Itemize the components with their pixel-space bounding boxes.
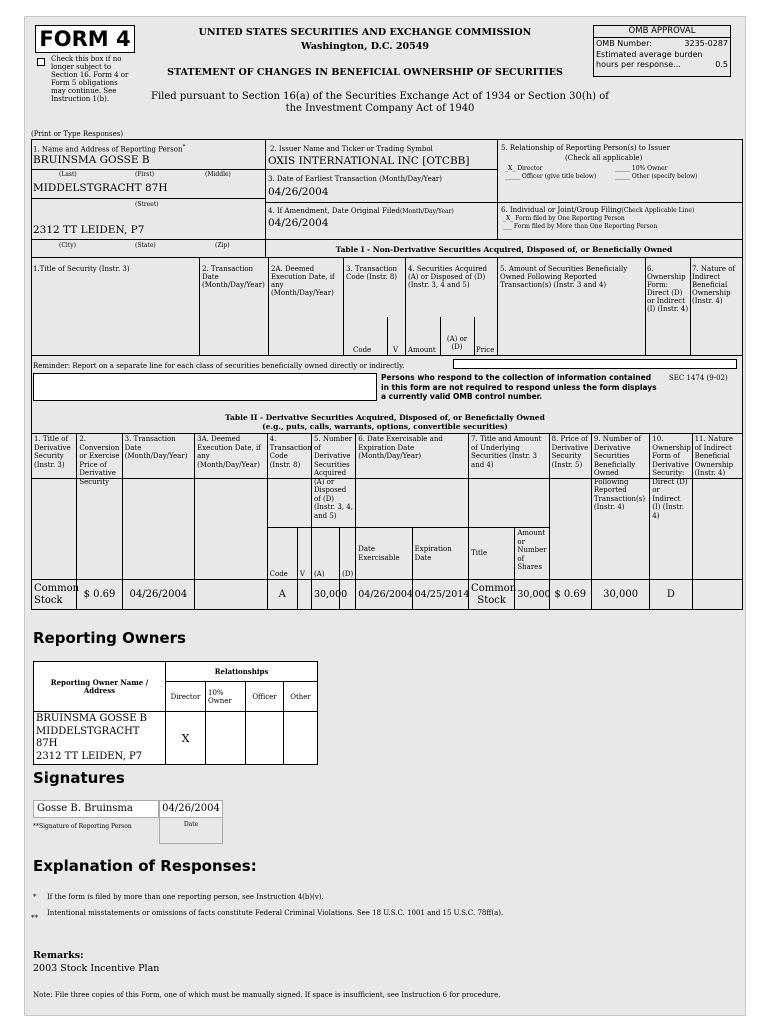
amendment-date: 04/26/2004 [268,217,329,229]
signature-date-label: Date [183,821,199,828]
t2-expiration: Expiration Date [412,528,468,580]
box6-label: 6. Individual or Joint/Group Filing(Check Applicable Line) [501,206,695,214]
t2-col3a: 3A. Deemed Execution Date, if any (Month/Day/Year) [195,434,268,580]
last-label: (Last) [59,171,77,178]
t2-col2: 2. Conversion or Exercise Price of Derivative Security [77,434,122,580]
row-underlying-amount: 30,000 [515,580,549,610]
row-code: A [267,580,297,610]
t1-amount: Amount [408,346,436,354]
box5-label: 5. Relationship of Reporting Person(s) to Issuer [501,144,670,152]
t1-col3: 3. Transaction Code (Instr. 8) [346,265,398,281]
other-header: Other [284,682,318,712]
t2-amount: Amount or Number of Shares [515,528,549,580]
t2-title: Title [469,528,515,580]
t1-col1: 1.Title of Security (Instr. 3) [33,265,130,273]
box3-label: 3. Date of Earliest Transaction (Month/Day/Year) [268,175,442,183]
t2-col8: 8. Price of Derivative Security (Instr. 5) [549,434,591,580]
issuer-name: OXIS INTERNATIONAL INC [OTCBB] [268,155,470,167]
omb-hours: 0.5 [715,60,728,69]
omb-approval-box [593,25,731,77]
reporting-owners-table [33,661,318,765]
t1-col7: 7. Nature of Indirect Beneficial Ownership (Instr. 4) [692,265,736,305]
signatures-heading: Signatures [33,769,125,787]
ten-pct-owner-checkbox[interactable]: _____ 10% Owner [615,165,668,172]
t1-aord: (A) or (D) [446,335,468,351]
table2 [31,433,743,610]
reporting-person-street: MIDDELSTGRACHT 87H [33,182,168,194]
t1-code: Code [353,346,372,354]
t1-col5: 5. Amount of Securities Beneficially Owned Following Reported Transaction(s) (Instr. 3 and 4) [500,265,628,289]
t2-col10: 10. Ownership Form of Derivative Security: Direct (D) or Indirect (I) (Instr. 4) [650,434,692,580]
box4-label: 4. If Amendment, Date Original Filed(Month/Day/Year) [268,207,454,215]
sec-number: SEC 1474 (9-02) [669,374,728,382]
table-row [32,580,743,610]
reporting-owners-heading: Reporting Owners [33,629,186,647]
signature-label: **Signature of Reporting Person [33,823,132,830]
agency-name: UNITED STATES SECURITIES AND EXCHANGE COMMISSION [198,27,532,38]
director-header: Director [166,682,206,712]
row-ownership-form: D [650,580,692,610]
explanation-heading: Explanation of Responses: [33,857,257,875]
street-label: (Street) [135,201,159,208]
row-deemed-date [195,580,268,610]
t2-col7: 7. Title and Amount of Underlying Securities (Instr. 3 and 4) [469,434,550,528]
omb-number: 3235-0287 [684,39,728,48]
reporting-person-city: 2312 TT LEIDEN, P7 [33,224,145,236]
earliest-transaction-date: 04/26/2004 [268,186,329,198]
t2-col3: 3. Transaction Date (Month/Day/Year) [122,434,195,580]
owner-address: BRUINSMA GOSSE B MIDDELSTGRACHT 87H 2312 TT LEIDEN, P7 [34,712,166,765]
reporting-person-name: BRUINSMA GOSSE B [33,154,150,166]
persons-respond-text: Persons who respond to the collection of information contained in this form are not required to respond unless the form displays a currently valid OMB control number. [381,373,657,401]
omb-burden-label: Estimated average burden [596,50,703,59]
row-transaction-date: 04/26/2004 [122,580,195,610]
officer-checkbox[interactable]: _____ Officer (give title below) [505,173,597,180]
t2-col9: 9. Number of Derivative Securities Beneficially Owned Following Reported Transaction(s) (Instr. 4) [591,434,649,580]
t2-d: (D) [340,528,356,580]
ten-pct-header: 10% Owner [206,682,246,712]
row-v [297,580,311,610]
box2-label: 2. Issuer Name and Ticker or Trading Symbol [270,145,433,153]
table2-subtitle: (e.g., puts, calls, warrants, options, convertible securities) [262,422,508,431]
row-derivative-price: $ 0.69 [549,580,591,610]
t2-col4: 4. Transaction Code (Instr. 8) [267,434,311,528]
row-nature [692,580,742,610]
middle-label: (Middle) [205,171,231,178]
t2-date-exercisable: Date Exercisable [356,528,412,580]
statement-title: STATEMENT OF CHANGES IN BENEFICIAL OWNERSHIP OF SECURITIES [167,67,563,78]
one-reporting-person-option[interactable]: _X_ Form filed by One Reporting Person [503,215,625,222]
box1-label: 1. Name and Address of Reporting Person* [33,144,186,154]
t2-v: V [297,528,311,580]
t1-price: Price [476,346,495,354]
t2-col1: 1. Title of Derivative Security (Instr. 3) [32,434,77,580]
t2-a: (A) [311,528,339,580]
t2-code: Code [267,528,297,580]
t2-col5: 5. Number of Derivative Securities Acquired (A) or Disposed of (D) (Instr. 3, 4, and 5) [311,434,355,528]
owner-director-value: X [166,712,206,765]
remarks-label: Remarks: [33,950,84,961]
t1-v: V [393,346,399,354]
t1-col4: 4. Securities Acquired (A) or Disposed of (D) (Instr. 3, 4 and 5) [408,265,488,289]
row-title: Common Stock [32,580,77,610]
footnote-2: Intentional misstatements or omissions of facts constitute Federal Criminal Violations. See 18 U.S.C. 1001 and 15 U.S.C. 78ff(a). [47,909,504,917]
row-date-exercisable: 04/26/2004 [356,580,412,610]
row-owned: 30,000 [591,580,649,610]
state-label: (State) [135,242,156,249]
director-checkbox[interactable]: _X_ Director [505,165,543,172]
officer-header: Officer [246,682,284,712]
no-longer-subject-checkbox[interactable] [37,58,45,66]
omb-number-label: OMB Number: [596,39,652,48]
row-expiration: 04/25/2014 [412,580,468,610]
table1-title: Table I - Non-Derivative Securities Acquired, Disposed of, or Beneficially Owned [335,245,673,254]
signature-date: 04/26/2004 [159,800,223,818]
t1-col6: 6. Ownership Form: Direct (D) or Indirect (I) (Instr. 4) [647,265,689,313]
reminder-text: Reminder: Report on a separate line for each class of securities beneficially owned directly or indirectly. [33,362,405,370]
t1-col2: 2. Transaction Date (Month/Day/Year) [202,265,265,289]
row-underlying-title: Common Stock [469,580,515,610]
remarks-text: 2003 Stock Incentive Plan [33,963,160,974]
t1-col2a: 2A. Deemed Execution Date, if any (Month/Day/Year) [271,265,335,297]
row-conversion-price: $ 0.69 [77,580,122,610]
agency-city: Washington, D.C. 20549 [301,41,429,52]
first-label: (First) [135,171,155,178]
other-checkbox[interactable]: _____ Other (specify below) [615,173,698,180]
checkbox-text: Check this box if no longer subject to Section 16. Form 4 or Form 5 obligations may continue. See Instruction 1(b). [51,55,129,103]
owner-name-header: Reporting Owner Name / Address [34,662,166,712]
box5-sub: (Check all applicable) [565,154,643,162]
row-acquired: 30,000 [311,580,339,610]
form4-page [24,16,746,1016]
omb-title: OMB APPROVAL [594,26,730,38]
signature-name: Gosse B. Bruinsma [33,800,159,818]
filed-pursuant: Filed pursuant to Section 16(a) of the Securities Exchange Act of 1934 or Section 30(h) of the Investment Company Act of 1940 [151,91,609,114]
relationships-header: Relationships [166,662,318,682]
t2-col6: 6. Date Exercisable and Expiration Date (Month/Day/Year) [356,434,469,528]
zip-label: (Zip) [215,242,230,249]
footnote-1: If the form is filed by more than one reporting person, see Instruction 4(b)(v). [47,893,324,901]
procedure-note: Note: File three copies of this Form, one of which must be manually signed. If space is insufficient, see Instruction 6 for procedure. [33,991,501,999]
form-title: FORM 4 [35,25,135,53]
footnote-1-mark: * [33,893,37,901]
t2-col11: 11. Nature of Indirect Beneficial Ownership (Instr. 4) [692,434,742,580]
print-type-note: (Print or Type Responses) [31,130,124,138]
table-row [34,712,318,765]
multiple-reporting-person-option[interactable]: ___ Form filed by More than One Reporting Person [503,223,658,230]
omb-hours-label: hours per response... [596,60,681,69]
footnote-2-mark: ** [31,914,38,922]
table2-title: Table II - Derivative Securities Acquired, Disposed of, or Beneficially Owned [225,413,545,422]
city-label: (City) [59,242,76,249]
